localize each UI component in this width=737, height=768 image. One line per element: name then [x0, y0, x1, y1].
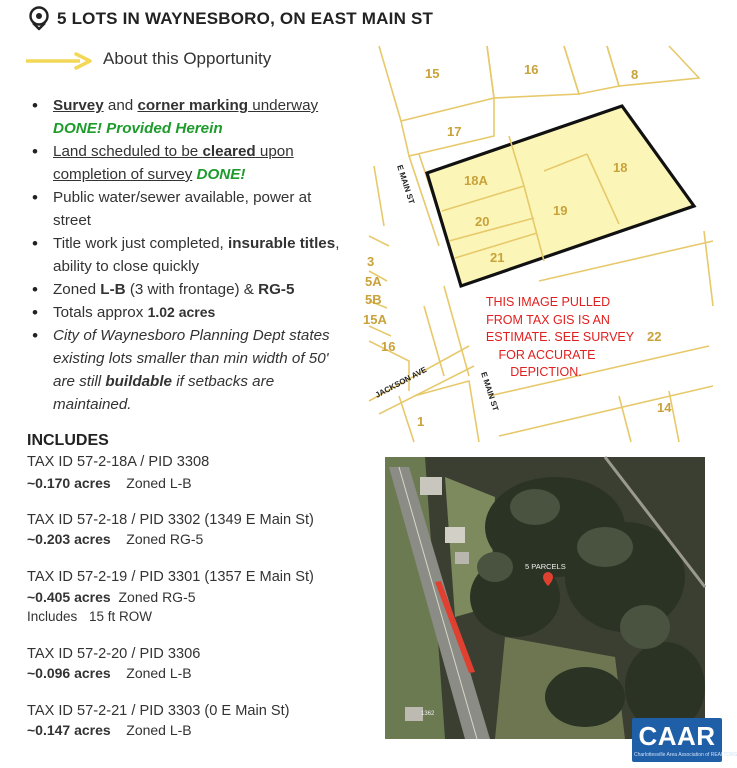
- map-disclaimer-line: DEPICTION.: [510, 365, 582, 379]
- lot-label: 17: [447, 124, 462, 139]
- list-item: • Land scheduled to be cleared upon completion of survey DONE!: [30, 140, 348, 186]
- section-heading: About this Opportunity: [103, 49, 272, 68]
- acreage-line: ~0.405 acres Zoned RG-5: [27, 589, 196, 605]
- acreage-line: ~0.096 acres Zoned L-B: [27, 665, 192, 681]
- lot-label: 3: [367, 254, 375, 269]
- lot-label: 8: [631, 67, 639, 82]
- lot-label: 14: [657, 400, 672, 415]
- lot-label: 16: [524, 62, 539, 77]
- list-item: • Title work just completed, insurable titles, ability to close quickly: [30, 232, 348, 278]
- tax-id: TAX ID 57-2-21 / PID 3303 (0 E Main St): [27, 703, 290, 719]
- tax-id: TAX ID 57-2-20 / PID 3306: [27, 646, 201, 662]
- list-item: • Public water/sewer available, power at street: [30, 186, 348, 232]
- tax-id: TAX ID 57-2-18 / PID 3302 (1349 E Main St): [27, 512, 314, 528]
- map-disclaimer-line: THIS IMAGE PULLED: [485, 295, 611, 309]
- acreage-line: ~0.203 acres Zoned RG-5: [27, 531, 204, 547]
- lot-label: 16: [381, 339, 396, 354]
- map-disclaimer-line: FOR ACCURATE: [498, 348, 596, 362]
- lot-label: 1: [417, 414, 425, 429]
- street-label: JACKSON AVE: [373, 365, 429, 400]
- street-label: E MAIN ST: [479, 370, 501, 413]
- list-item: • City of Waynesboro Planning Dept states existing lots smaller than min width of 50' are still buildable if setbacks are maintained.: [30, 324, 348, 416]
- acreage-line: ~0.170 acres Zoned L-B: [27, 475, 192, 491]
- acreage-line: ~0.147 acres Zoned L-B: [27, 722, 192, 738]
- includes-heading: INCLUDES: [27, 432, 109, 449]
- map-disclaimer-line: FROM TAX GIS IS AN: [486, 313, 610, 327]
- aerial-photo: [385, 457, 705, 739]
- caar-logo: [632, 718, 737, 762]
- lot-label: 5B: [365, 292, 382, 307]
- tax-id: TAX ID 57-2-18A / PID 3308: [27, 454, 210, 470]
- includes-row-note: Includes 15 ft ROW: [27, 609, 152, 624]
- tax-id: TAX ID 57-2-19 / PID 3301 (1357 E Main St): [27, 569, 314, 585]
- location-pin-icon: [28, 6, 50, 30]
- arrow-right-icon: [26, 52, 92, 70]
- lot-label: 20: [475, 214, 490, 229]
- logo-text: CAAR: [638, 721, 716, 751]
- lot-label: 15A: [363, 312, 387, 327]
- lot-label: 22: [647, 329, 662, 344]
- lot-label: 15: [425, 66, 440, 81]
- list-item: • Zoned L-B (3 with frontage) & RG-5: [30, 278, 348, 301]
- list-item: • Totals approx 1.02 acres: [30, 301, 348, 324]
- lot-label: 5A: [365, 274, 382, 289]
- lot-label: 21: [490, 250, 505, 265]
- feature-list: [30, 94, 348, 416]
- map-disclaimer-line: ESTIMATE. SEE SURVEY: [485, 330, 635, 344]
- page-title: 5 LOTS IN WAYNESBORO, ON EAST MAIN ST: [57, 9, 434, 28]
- lot-label: 18: [613, 160, 628, 175]
- list-item: • Survey and corner marking underway DONE! Provided Herein: [30, 94, 348, 140]
- parcel-map: [363, 46, 713, 442]
- lot-label: 19: [553, 203, 568, 218]
- aerial-label: 5 PARCELS: [525, 562, 566, 571]
- lot-label: 18A: [464, 173, 488, 188]
- logo-subtext: Charlottesville Area Association of REALTORS: [634, 752, 737, 758]
- road-label: 1362: [421, 711, 435, 717]
- street-label: E MAIN ST: [395, 163, 417, 206]
